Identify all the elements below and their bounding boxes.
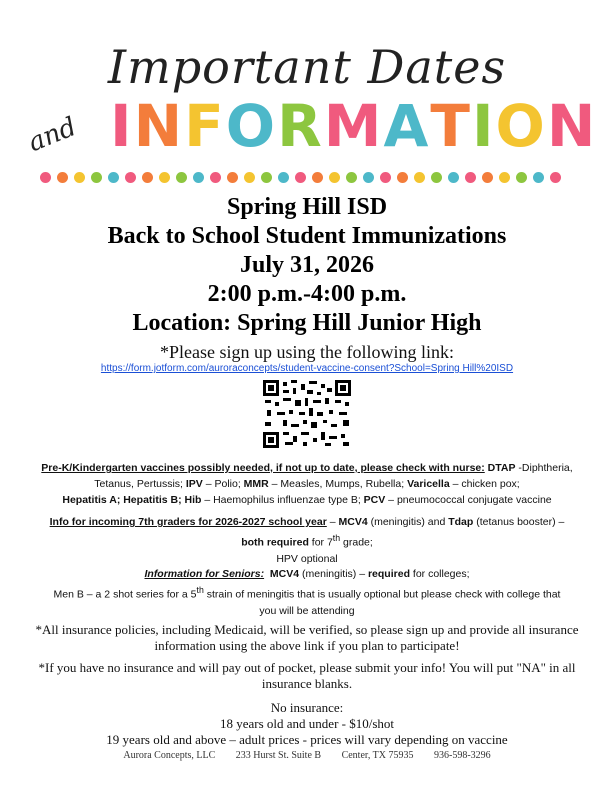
header-letter-5: M [323, 92, 384, 160]
footer [0, 750, 614, 761]
decorative-dot [125, 172, 136, 183]
seventh-sup: th [332, 533, 341, 543]
decorative-dot [210, 172, 221, 183]
decorative-dot [295, 172, 306, 183]
decorative-dot [261, 172, 272, 183]
pricing-under-18: 18 years old and under - $10/shot [219, 716, 395, 731]
menb-text-a: Men B – a 2 shot series for a 5 [53, 588, 197, 601]
seniors-mcv4-label: MCV4 [269, 568, 300, 580]
signup-link[interactable]: https://form.jotform.com/auroraconcepts/student-vaccine-consent?School=Spring Hill%20ISD [100, 363, 514, 374]
decorative-dot [346, 172, 357, 183]
dtap-desc: -Diphtheria, [515, 462, 573, 474]
decorative-dot [448, 172, 459, 183]
decorative-dot [465, 172, 476, 183]
decorative-dot [329, 172, 340, 183]
footer-city: Center, TX 75935 [341, 750, 414, 761]
decorative-dot [91, 172, 102, 183]
district-name: Spring Hill ISD [226, 194, 388, 220]
decorative-dot [397, 172, 408, 183]
header-banner [0, 0, 614, 190]
signup-instruction: *Please sign up using the following link: [160, 342, 454, 362]
decorative-dot [499, 172, 510, 183]
decorative-dot [516, 172, 527, 183]
decorative-dot [278, 172, 289, 183]
header-letter-1: N [133, 92, 185, 160]
pricing-adult: 19 years old and above – adult prices - prices will vary depending on vaccine [106, 732, 508, 747]
footer-phone: 936-598-3296 [433, 750, 491, 761]
header-letter-8: I [471, 92, 496, 160]
header-letter-10: N [546, 92, 598, 160]
decorative-dot [550, 172, 561, 183]
event-name: Back to School Student Immunizations [107, 223, 507, 249]
decorative-dot [380, 172, 391, 183]
seniors-required-label: required [367, 568, 410, 580]
hepatitis-hib-label: Hepatitis A; Hepatitis B; Hib [62, 494, 202, 506]
decorative-dot [533, 172, 544, 183]
seventh-text-c: (meningitis) and [367, 516, 449, 528]
pricing-section [0, 700, 614, 748]
pricing-heading: No insurance: [270, 700, 344, 715]
header-letter-9: O [495, 92, 547, 160]
pcv-label: PCV [363, 494, 386, 506]
menb-text-b: strain of meningitis that is usually optional but please check with college that [203, 588, 561, 601]
decorative-dot [142, 172, 153, 183]
seventh-heading: Info for incoming 7th graders for 2026-2027 school year [49, 516, 327, 528]
menb-sup: th [196, 585, 204, 595]
seniors-text-d: for colleges; [409, 568, 470, 580]
decorative-dot [244, 172, 255, 183]
decorative-dot [193, 172, 204, 183]
header-letter-3: O [225, 92, 278, 160]
seniors-text-b: (meningitis) – [299, 568, 368, 580]
ipv-label: IPV [185, 478, 203, 490]
event-location: Location: Spring Hill Junior High [132, 310, 482, 336]
footer-company: Aurora Concepts, LLC [123, 750, 216, 761]
insurance-note: *All insurance policies, including Medicaid, will be verified, so please sign up and provide all insurance information using the above link if you plan to participate! [35, 622, 579, 653]
seventh-line2-c: grade; [340, 536, 373, 549]
decorative-dot [57, 172, 68, 183]
tdap-label: Tdap [448, 516, 474, 528]
decorative-dot [414, 172, 425, 183]
dtap-label: DTAP [487, 462, 516, 474]
decorative-dot [431, 172, 442, 183]
seventh-grade-section [0, 514, 614, 567]
prek-line2-c: – Polio; [202, 478, 244, 490]
prek-line2-g: – chicken pox; [449, 478, 520, 490]
seventh-text-a: – [326, 516, 339, 528]
footer-address: 233 Hurst St. Suite B [235, 750, 322, 761]
decorative-dot [74, 172, 85, 183]
header-letter-7: T [430, 92, 472, 160]
prek-heading: Pre-K/Kindergarten vaccines possibly needed, if not up to date, please check with nurse: [41, 462, 485, 474]
decorative-dot [312, 172, 323, 183]
decorative-dot [227, 172, 238, 183]
header-letter-2: F [184, 92, 226, 160]
event-date: July 31, 2026 [239, 252, 374, 278]
header-big-word [110, 92, 598, 160]
event-title-block [0, 193, 614, 338]
decorative-dot [40, 172, 51, 183]
hpv-optional: HPV optional [276, 552, 338, 565]
header-letter-6: A [383, 92, 431, 160]
prek-line2-e: – Measles, Mumps, Rubella; [268, 478, 408, 490]
prek-line3-b: – Haemophilus influenzae type B; [201, 494, 364, 506]
prek-vaccines-section [0, 460, 614, 508]
seventh-text-e: (tetanus booster) – [473, 516, 565, 528]
header-script-and: and [24, 111, 81, 159]
decorative-dot [482, 172, 493, 183]
decorative-dot [108, 172, 119, 183]
header-script-title: Important Dates [107, 40, 507, 94]
decorative-dot [176, 172, 187, 183]
seventh-line2-b: for 7 [308, 536, 333, 549]
mcv4-label: MCV4 [338, 516, 368, 528]
header-letter-4: R [277, 92, 324, 160]
event-time: 2:00 p.m.-4:00 p.m. [207, 281, 407, 307]
decorative-dot-row [40, 170, 580, 182]
decorative-dot [363, 172, 374, 183]
seniors-line3: you will be attending [259, 604, 355, 617]
both-required-label: both required [241, 536, 309, 549]
mmr-label: MMR [243, 478, 269, 490]
header-letter-0: I [110, 92, 134, 160]
qr-code-icon[interactable] [263, 380, 351, 448]
decorative-dot [159, 172, 170, 183]
prek-line2-a: Tetanus, Pertussis; [94, 478, 186, 490]
seniors-heading: Information for Seniors: [144, 568, 265, 580]
no-insurance-note: *If you have no insurance and will pay out of pocket, please submit your info! You will put "NA" in all insurance blanks. [38, 660, 576, 691]
prek-line3-d: – pneumococcal conjugate vaccine [385, 494, 552, 506]
varicella-label: Varicella [407, 478, 450, 490]
seniors-section [0, 566, 614, 619]
